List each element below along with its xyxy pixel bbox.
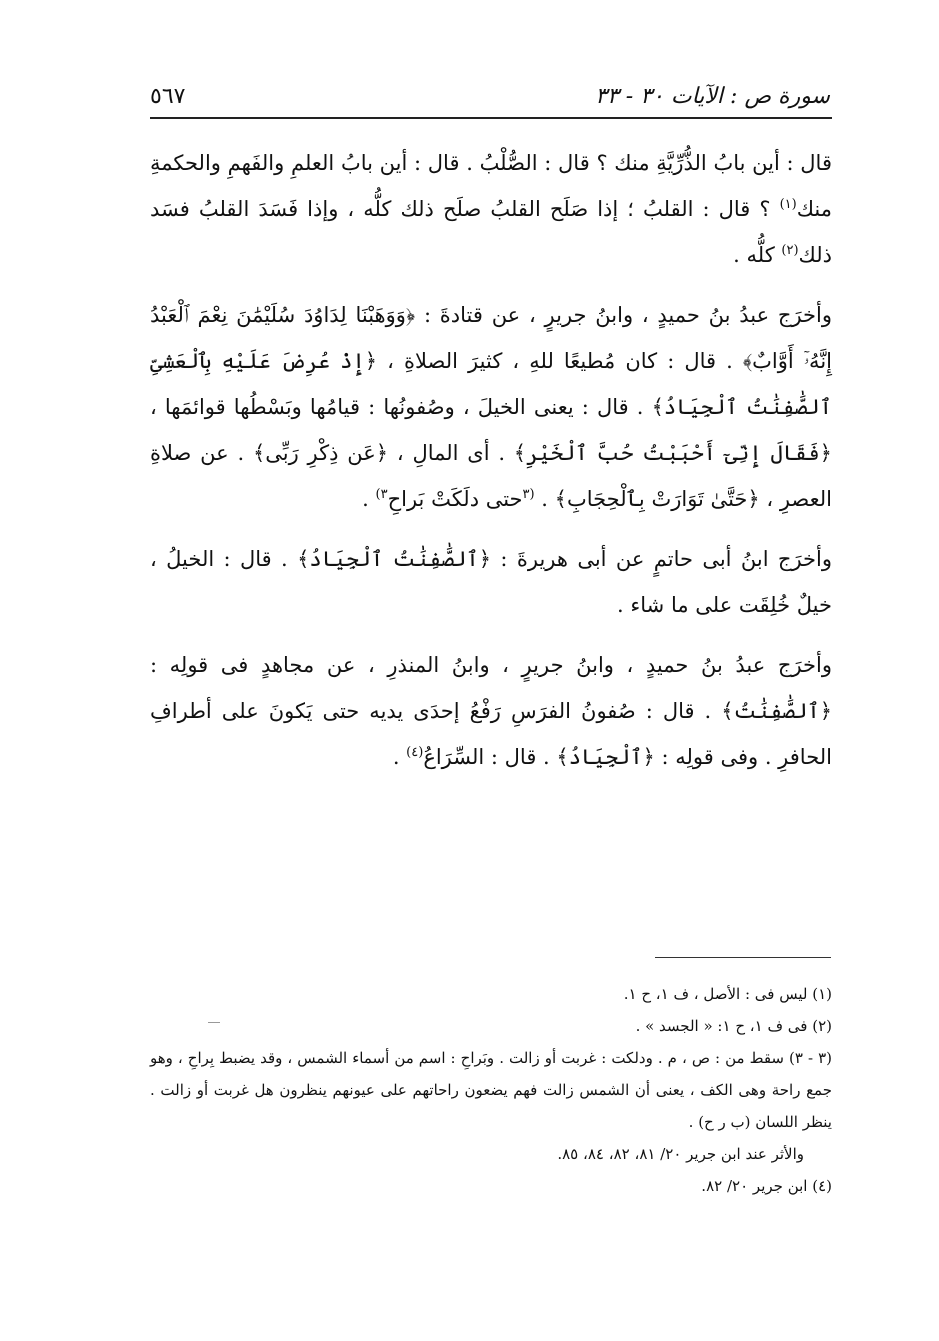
page-header: [150, 66, 830, 112]
paragraph-text: ؟ قال : القلبُ ؛ إذا صَلَح القلبُ صلَح ذلك كلُّه ، وإذا فَسَدَ القلبُ فسَد ذلك: [150, 197, 832, 267]
footnote-3: (٣ - ٣) سقط من : ص ، م . ودلكت : غربت أو زالت . وبَراحِ : اسم من أسماء الشمس ، وقد يضبط بِراحِ ، وهو جمع راحة وهى الكف ، يعنى أن الشمس زالت فهم يضعون راحاتهم على عيونهم ينظرون هل غربت أو زالت . ينظر اللسان (ب ر ح) .: [150, 1049, 832, 1131]
footnote-4: (٤) ابن جرير ٢٠/ ٨٢.: [701, 1177, 832, 1195]
footnote-ref-2[interactable]: (٢): [781, 243, 799, 258]
paragraph-4: [150, 642, 832, 780]
paragraph-text: حتى دلَكَتْ بَراحِ: [387, 487, 523, 511]
paragraph-text: وأخرَج عبدُ بنُ حميدٍ ، وابنُ جريرٍ ، عن قتادةَ :: [415, 303, 832, 327]
paragraph-text: .: [534, 487, 555, 511]
paragraph-text: وأخرَج عبدُ بنُ حميدٍ ، وابنُ جريرٍ ، وابنُ المنذرِ ، عن مجاهدٍ فى قولِه :: [150, 653, 832, 677]
quran-verse: ﴿ٱلصَّٰفِنَٰتُ ٱلْجِيَادُ﴾: [297, 547, 492, 571]
paragraph-text: . قال : كان مُطيعًا للهِ ، كثيرَ الصلاةِ ،: [377, 349, 743, 373]
paragraph-text: . قال : يعنى الخيلَ ، وصُفونُها : قيامُها وبَسْطُها قوائمَها ،: [150, 395, 652, 419]
paragraph-3: [150, 536, 832, 628]
paragraph-text: . عن صلاةِ العصرِ ،: [150, 441, 832, 511]
quran-verse: ﴿إِذْ عُرِضَ عَلَيْهِ بِٱلْعَشِىِّ ٱلصَّٰفِنَٰتُ ٱلْجِيَادُ﴾: [150, 349, 832, 419]
paragraph-text: وأخرَج ابنُ أبى حاتمٍ عن أبى هريرةَ :: [491, 547, 833, 571]
paragraph-text: . قال : السِّرَاعُ: [423, 745, 557, 769]
footnote-ref-3-end[interactable]: ٣): [375, 487, 388, 502]
quran-verse: ﴿عَن ذِكْرِ رَبِّى﴾: [252, 441, 389, 465]
footnote-2: (٢) فى ف ١، ح ١: « الجسد » .: [635, 1017, 832, 1035]
running-title: سورة ص : الآيات ٣٠ - ٣٣: [595, 84, 830, 109]
footnote-ref-4[interactable]: (٤): [406, 745, 424, 760]
paragraph-text: قال : أين بابُ الذُّرِّيَّةِ منك ؟ قال : الصُّلْبُ . قال : أين بابُ العلمِ والفَهمِ والحكمةِ منك: [150, 151, 832, 221]
quran-verse: ﴿فَقَالَ إِنِّىٓ أَحْبَبْتُ حُبَّ ٱلْخَيْرِ﴾: [513, 441, 832, 465]
footnote-ref-3-start[interactable]: (٣: [522, 487, 535, 502]
paragraph-text: . أى المالِ ،: [388, 441, 514, 465]
paragraph-text: . قال : صُفونُ الفرَسِ رَفْعُ إحدَى يديه حتى يَكونَ على أطرافِ الحافرِ . وفى قولِه :: [150, 699, 832, 769]
footnotes: [150, 978, 832, 1202]
quran-verse: ﴿ٱلْجِيَادُ﴾: [556, 745, 655, 769]
footnote-3-continuation: والأثر عند ابن جرير ٢٠/ ٨١، ٨٢، ٨٤، ٨٥.: [557, 1145, 804, 1163]
header-rule: [150, 117, 832, 119]
quran-verse: ﴿حَتَّىٰ تَوَارَتْ بِٱلْحِجَابِ﴾: [554, 487, 760, 511]
quran-verse: ﴿ٱلصَّٰفِنَٰتُ﴾: [721, 699, 832, 723]
footnote-ref-1[interactable]: (١): [779, 197, 797, 212]
main-text: [150, 140, 832, 780]
paragraph-1: [150, 140, 832, 278]
quran-verse: ﴿وَوَهَبْنَا لِدَاوُدَ سُلَيْمَٰنَ نِعْمَ ٱلْعَبْدُ إِنَّهُۥٓ أَوَّابٌ﴾: [150, 303, 832, 373]
footnote-1: (١) ليس فى : الأصل ، ف ١، ح ١.: [623, 985, 832, 1003]
paragraph-text: كلُّه .: [733, 243, 782, 267]
footnote-rule: [655, 957, 831, 958]
paragraph-text: .: [362, 487, 376, 511]
paragraph-text: .: [392, 745, 407, 769]
page-number: ٥٦٧: [150, 84, 186, 109]
paragraph-2: [150, 292, 832, 522]
paragraph-text: . قال : الخيلُ ، خيلٌ خُلِقَت على ما شاء .: [150, 547, 832, 617]
